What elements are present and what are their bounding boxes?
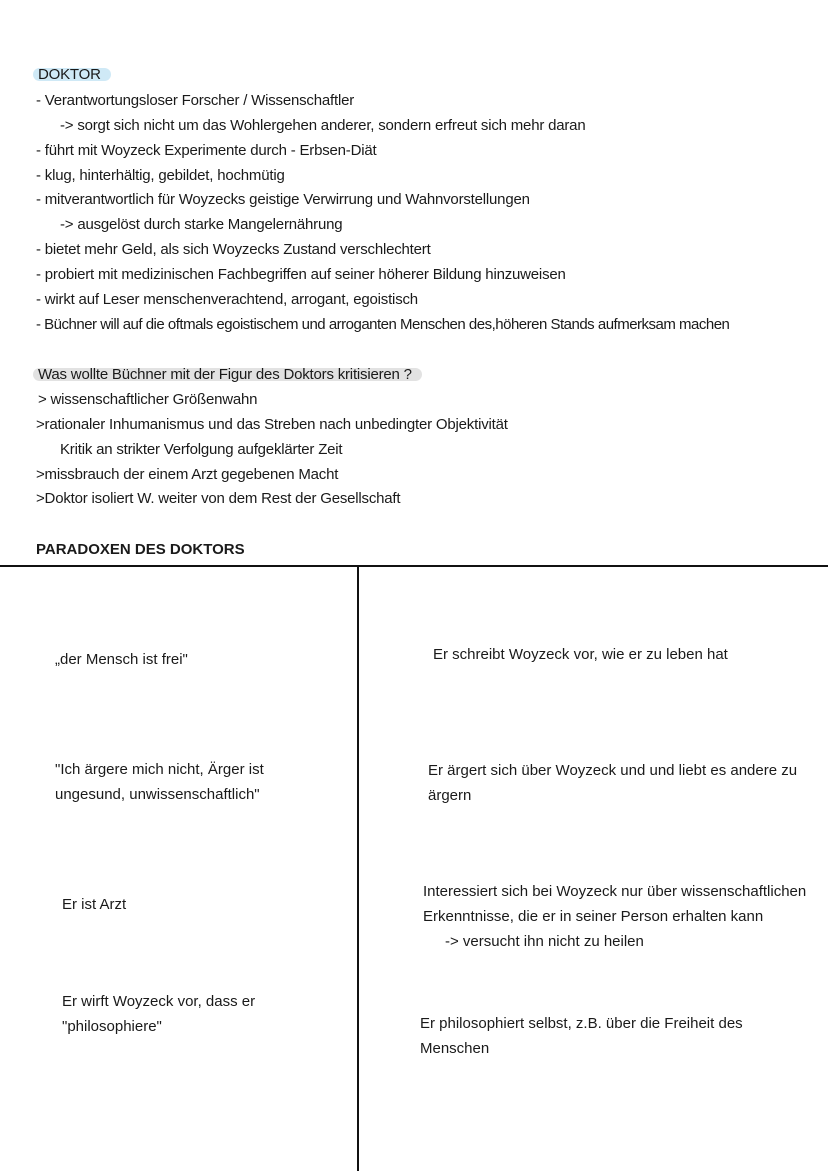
paradox-right-1: Er schreibt Woyzeck vor, wie er zu leben hat xyxy=(433,646,728,663)
critique-line-3: Kritik an strikter Verfolgung aufgeklärter Zeit xyxy=(60,441,343,458)
critique-question: Was wollte Büchner mit der Figur des Doktors kritisieren ? xyxy=(36,366,420,383)
critique-line-2: >rationaler Inhumanismus und das Streben nach unbedingter Objektivität xyxy=(36,416,508,433)
doctor-line-7: - bietet mehr Geld, als sich Woyzecks Zustand verschlechtert xyxy=(36,241,431,258)
table-divider xyxy=(357,565,359,1171)
doctor-line-10: - Büchner will auf die oftmals egoistischem und arroganten Menschen des,höheren Stands aufmerksam machen xyxy=(36,316,730,333)
doctor-line-8: - probiert mit medizinischen Fachbegriffen auf seiner höherer Bildung hinzuweisen xyxy=(36,266,566,283)
paradox-left-2: "Ich ärgere mich nicht, Ärger ist ungesund, unwissenschaftlich" xyxy=(55,761,264,803)
paradox-right-3: Interessiert sich bei Woyzeck nur über wissenschaftlichen Erkenntnisse, die er in seiner Person erhalten kann xyxy=(423,883,807,925)
doctor-line-2: -> sorgt sich nicht um das Wohlergehen anderer, sondern erfreut sich mehr daran xyxy=(60,117,586,134)
paradox-left-3: Er ist Arzt xyxy=(62,896,127,913)
critique-line-5: >Doktor isoliert W. weiter von dem Rest der Gesellschaft xyxy=(36,490,401,507)
doctor-line-4: - klug, hinterhältig, gebildet, hochmütig xyxy=(36,167,285,184)
doctor-line-9: - wirkt auf Leser menschenverachtend, arrogant, egoistisch xyxy=(36,291,418,308)
paradox-title: PARADOXEN DES DOKTORS xyxy=(36,541,245,558)
paradox-right-2: Er ärgert sich über Woyzeck und und liebt es andere zu ärgern xyxy=(428,762,798,804)
doctor-line-6: -> ausgelöst durch starke Mangelernährung xyxy=(60,216,343,233)
critique-line-1: > wissenschaftlicher Größenwahn xyxy=(38,391,258,408)
paradox-right-3-sub: -> versucht ihn nicht zu heilen xyxy=(445,933,644,950)
paradox-left-4: Er wirft Woyzeck vor, dass er "philosophiere" xyxy=(62,993,256,1035)
paradox-left-1: „der Mensch ist frei" xyxy=(55,651,188,668)
doctor-line-5: - mitverantwortlich für Woyzecks geistige Verwirrung und Wahnvorstellungen xyxy=(36,191,530,208)
table-top-rule xyxy=(0,565,828,567)
doctor-line-1: - Verantwortungsloser Forscher / Wissenschaftler xyxy=(36,92,355,109)
doctor-line-3: - führt mit Woyzeck Experimente durch - Erbsen-Diät xyxy=(36,142,377,159)
critique-line-4: >missbrauch der einem Arzt gegebenen Macht xyxy=(36,466,339,483)
doctor-heading: DOKTOR xyxy=(36,66,109,83)
paradox-right-4: Er philosophiert selbst, z.B. über die Freiheit des Menschen xyxy=(420,1015,743,1057)
